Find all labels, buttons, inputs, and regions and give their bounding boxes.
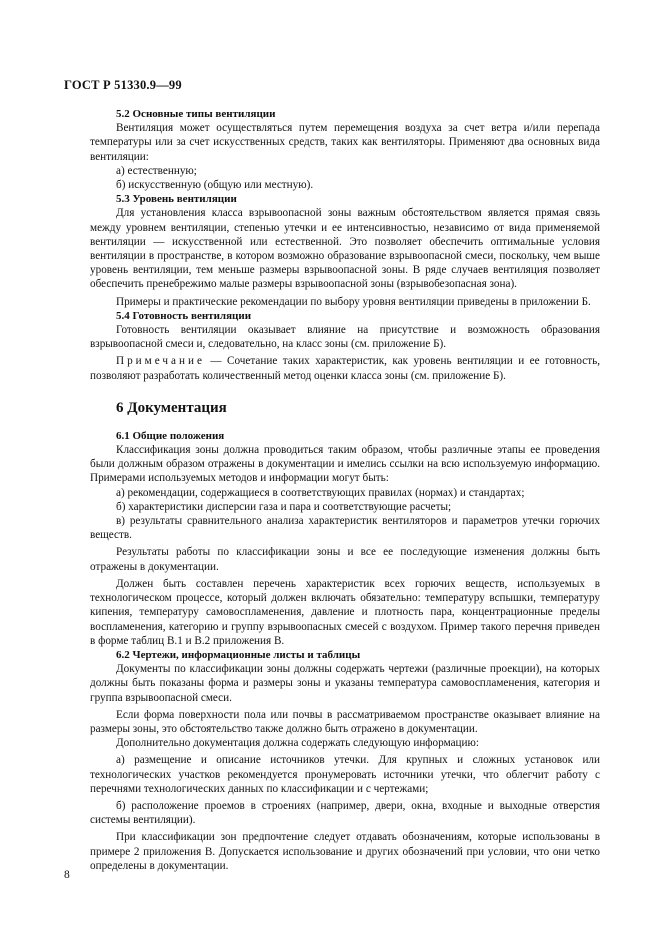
list-item: в) результаты сравнительного анализа характеристик вентиляторов и параметров утечки горючих веществ. bbox=[90, 515, 600, 542]
paragraph: Вентиляция может осуществляться путем перемещения воздуха за счет ветра и/или перепада температуры или за счет искусственных средств, таких как вентиляторы. Применяют два основных вида вентиляции: bbox=[90, 122, 600, 163]
subsection-title-5-2: 5.2 Основные типы вентиляции bbox=[116, 108, 276, 120]
page-number: 8 bbox=[64, 869, 70, 881]
list-item: б) характеристики дисперсии газа и пара и соответствующие расчеты; bbox=[116, 500, 452, 513]
list-item: а) рекомендации, содержащиеся в соответствующих правилах (нормах) и стандартах; bbox=[116, 486, 525, 499]
paragraph: При классификации зон предпочтение следует отдавать обозначениям, которые использованы в примере 2 приложения В. Допускается использование и других обозначений при условии, что они четко определены в документации. bbox=[90, 831, 600, 872]
subsection-title-5-4: 5.4 Готовность вентиляции bbox=[116, 309, 252, 322]
paragraph: Должен быть составлен перечень характеристик всех горючих веществ, используемых в технологическом процессе, который должен включать обязательно: температуру вспышки, температуру кипения, температуру самовоспламенения, давление и плотность пара, концентрационные пределы воспламенения, категорию и группу взрывоопасных смесей с воздухом. Пример такого перечня приведен в форме таблиц В.1 и В.2 приложения В. bbox=[90, 577, 600, 647]
list-item: а) размещение и описание источников утечки. Для крупных и сложных установок или технологических участков рекомендуется пронумеровать источники утечки, что облегчит работу с перечнями технологических данных по классификации и с чертежами; bbox=[90, 754, 600, 795]
section-title-6: 6 Документация bbox=[116, 399, 227, 416]
paragraph: Классификация зоны должна проводиться таким образом, чтобы различные этапы ее проведения были должным образом отражены в документации и имелись ссылки на всю используемую информацию. Примерами используемых методов и информации могут быть: bbox=[90, 444, 600, 485]
paragraph: Результаты работы по классификации зоны и все ее последующие изменения должны быть отражены в документации. bbox=[90, 546, 600, 573]
paragraph: Готовность вентиляции оказывает влияние на присутствие и возможность образования взрывоопасной смеси и, следовательно, на класс зоны (см. приложение Б). bbox=[90, 324, 600, 351]
note-label: Примечание bbox=[116, 355, 205, 368]
paragraph: Для установления класса взрывоопасной зоны важным обстоятельством является прямая связь между уровнем вентиляции, степенью утечки и ее интенсивностью, независимо от вида применяемой вентиляции — искусственной или естественной. Это позволяет обеспечить оптимальные условия вентиляции в пространстве, в котором возможно образование взрывоопасной смеси, поскольку, чем выше уровень вентиляции, тем меньше размеры взрывоопасной зоны. В ряде случаев вентиляция позволяет обеспечить пренебрежимо малые размеры взрывоопасной зоны (взрывобезопасная зона). bbox=[90, 207, 600, 291]
subsection-title-5-3: 5.3 Уровень вентиляции bbox=[116, 193, 237, 206]
paragraph: Дополнительно документация должна содержать следующую информацию: bbox=[116, 737, 479, 750]
list-item: а) естественную; bbox=[116, 164, 197, 177]
paragraph: Документы по классификации зоны должны содержать чертежи (различные проекции), на которых должны быть показаны форма и размеры зоны и указаны температура самовоспламенения, категория и группа взрывоопасной смеси. bbox=[90, 663, 600, 704]
paragraph: Примеры и практические рекомендации по выбору уровня вентиляции приведены в приложении Б. bbox=[116, 295, 591, 308]
note-text: — Сочетание таких характеристик, как уровень вентиляции и ее готовность, позволяют разработать количественный метод оценки класса зоны (см. приложение Б). bbox=[90, 355, 600, 382]
list-item: б) расположение проемов в строениях (например, двери, окна, входные и выходные отверстия системы вентиляции). bbox=[90, 799, 600, 827]
document-body bbox=[90, 107, 600, 873]
note bbox=[90, 354, 600, 382]
paragraph: Если форма поверхности пола или почвы в рассматриваемом пространстве оказывает влияние на размеры зоны, это обстоятельство также должно быть отражено в документации. bbox=[90, 708, 600, 735]
subsection-title-6-2: 6.2 Чертежи, информационные листы и таблицы bbox=[116, 648, 361, 661]
subsection-title-6-1: 6.1 Общие положения bbox=[116, 429, 225, 442]
document-header: ГОСТ Р 51330.9—99 bbox=[64, 78, 182, 92]
list-item: б) искусственную (общую или местную). bbox=[116, 179, 314, 192]
